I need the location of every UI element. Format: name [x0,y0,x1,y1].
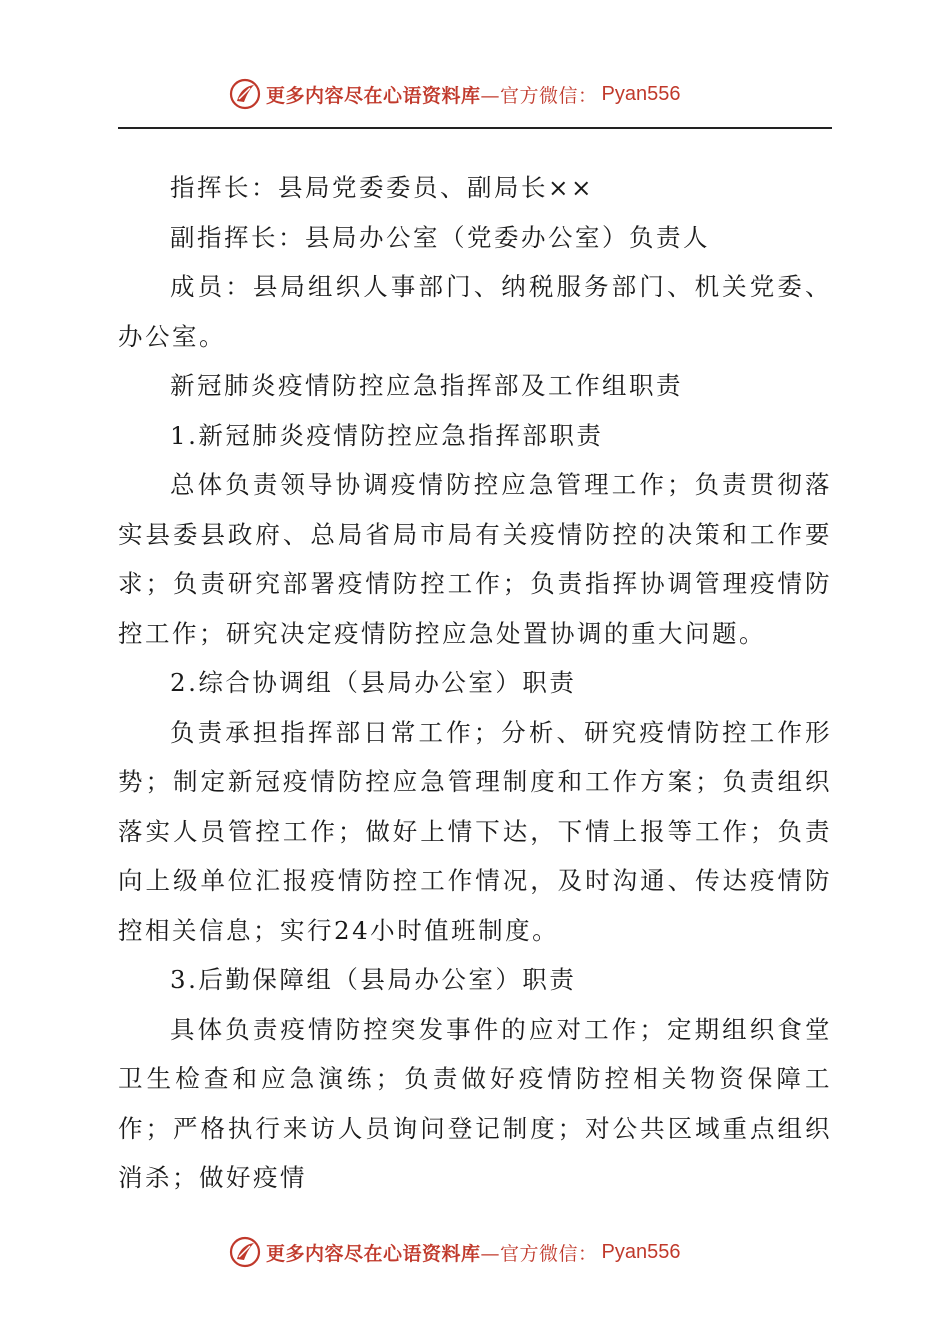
header-divider [118,127,832,129]
logo-icon [228,1235,262,1269]
header-wechat-id: Pyan556 [601,82,681,105]
header-brand-text: 更多内容尽在心语资料库 [266,84,481,107]
paragraph-1: 总体负责领导协调疫情防控应急管理工作；负责贯彻落实县委县政府、总局省局市局有关疫情防控的决策和工作要求；负责研究部署疫情防控工作；负责指挥协调管理疫情防控工作；研究决定疫情防控应急处置协调的重大问题。 [118,470,832,648]
footer-brand-text: 更多内容尽在心语资料库 [266,1242,481,1265]
commander-line: 指挥长：县局党委委员、副局长×× [170,173,595,202]
members-line: 成员：县局组织人事部门、纳税服务部门、机关党委、办公室。 [118,272,832,351]
paragraph-3: 具体负责疫情防控突发事件的应对工作；定期组织食堂卫生检查和应急演练；负责做好疫情防控相关物资保障工作；严格执行来访人员询问登记制度；对公共区域重点组织消杀；做好疫情 [118,1014,832,1192]
header-wechat-label: —官方微信： [480,84,598,107]
paragraph-2: 负责承担指挥部日常工作；分析、研究疫情防控工作形势；制定新冠疫情防控应急管理制度和工作方案；负责组织落实人员管控工作；做好上情下达，下情上报等工作；负责向上级单位汇报疫情防控工作情况，及时沟通、传达疫情防控相关信息；实行24小时值班制度。 [118,717,832,945]
subheading-1: 1.新冠肺炎疫情防控应急指挥部职责 [170,420,604,450]
subheading-2: 2.综合协调组（县局办公室）职责 [170,668,577,697]
deputy-commander-line: 副指挥长：县局办公室（党委办公室）负责人 [170,222,710,252]
section-heading: 新冠肺炎疫情防控应急指挥部及工作组职责 [170,371,683,400]
document-body [118,163,832,1203]
footer-wechat-id: Pyan556 [601,1240,681,1263]
page-footer [0,1232,950,1272]
footer-wechat-label: —官方微信： [480,1242,598,1265]
subheading-3: 3.后勤保障组（县局办公室）职责 [170,965,577,994]
logo-icon [228,77,262,111]
page-header [0,74,950,114]
